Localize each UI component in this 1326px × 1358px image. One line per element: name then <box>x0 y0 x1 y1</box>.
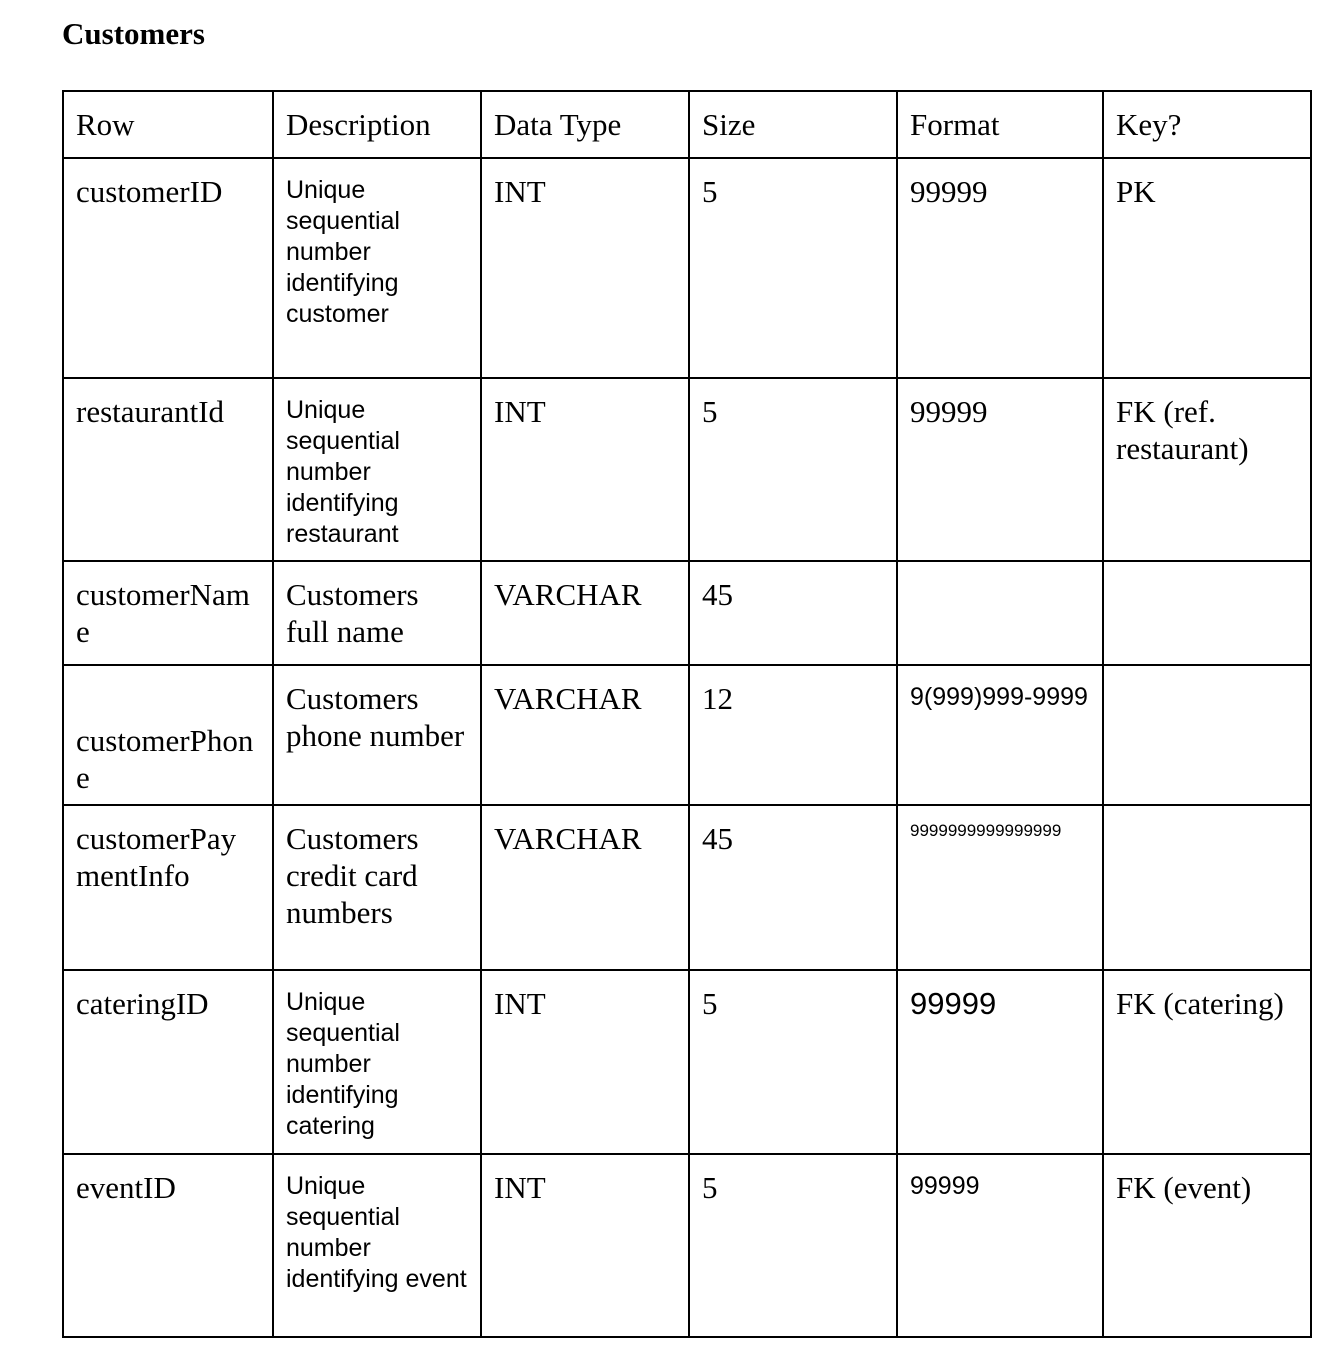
format-cell: 99999 <box>897 158 1103 378</box>
description-cell: Unique sequential number identifying event <box>273 1154 481 1337</box>
table-row <box>63 1154 1311 1337</box>
format-cell: 99999 <box>897 970 1103 1154</box>
key-cell: FK (event) <box>1103 1154 1311 1337</box>
description-cell: Unique sequential number identifying customer <box>273 158 481 378</box>
description-cell: Unique sequential number identifying catering <box>273 970 481 1154</box>
size-cell: 45 <box>689 561 897 665</box>
data-type-cell: INT <box>481 1154 689 1337</box>
size-cell: 5 <box>689 1154 897 1337</box>
table-row <box>63 378 1311 561</box>
table-row <box>63 805 1311 970</box>
data-type-cell: VARCHAR <box>481 561 689 665</box>
row-name-cell: restaurantId <box>63 378 273 561</box>
size-cell: 5 <box>689 378 897 561</box>
key-cell: FK (ref. restaurant) <box>1103 378 1311 561</box>
data-type-cell: INT <box>481 158 689 378</box>
format-cell: 99999 <box>897 378 1103 561</box>
column-header-row: Row <box>63 91 273 158</box>
table-row <box>63 561 1311 665</box>
table-row <box>63 970 1311 1154</box>
format-cell: 99999 <box>897 1154 1103 1337</box>
description-cell: Unique sequential number identifying restaurant <box>273 378 481 561</box>
format-cell: 9999999999999999 <box>897 805 1103 970</box>
column-header-key: Key? <box>1103 91 1311 158</box>
key-cell: PK <box>1103 158 1311 378</box>
column-header-format: Format <box>897 91 1103 158</box>
row-name-cell: eventID <box>63 1154 273 1337</box>
key-cell <box>1103 665 1311 805</box>
data-type-cell: VARCHAR <box>481 665 689 805</box>
key-cell: FK (catering) <box>1103 970 1311 1154</box>
format-cell <box>897 561 1103 665</box>
size-cell: 45 <box>689 805 897 970</box>
row-name-cell: customerPhone <box>63 665 273 805</box>
column-header-data-type: Data Type <box>481 91 689 158</box>
table-header-row <box>63 91 1311 158</box>
row-name-cell: customerID <box>63 158 273 378</box>
description-cell: Customers phone number <box>273 665 481 805</box>
size-cell: 5 <box>689 158 897 378</box>
description-cell: Customers full name <box>273 561 481 665</box>
table-row <box>63 665 1311 805</box>
data-type-cell: VARCHAR <box>481 805 689 970</box>
column-header-size: Size <box>689 91 897 158</box>
page-title: Customers <box>62 16 205 51</box>
table-row <box>63 158 1311 378</box>
size-cell: 12 <box>689 665 897 805</box>
data-type-cell: INT <box>481 378 689 561</box>
size-cell: 5 <box>689 970 897 1154</box>
customers-table <box>62 90 1312 1338</box>
row-name-cell: cateringID <box>63 970 273 1154</box>
key-cell <box>1103 805 1311 970</box>
row-name-cell: customerName <box>63 561 273 665</box>
data-type-cell: INT <box>481 970 689 1154</box>
description-cell: Customers credit card numbers <box>273 805 481 970</box>
format-cell: 9(999)999-9999 <box>897 665 1103 805</box>
row-name-cell: customerPaymentInfo <box>63 805 273 970</box>
column-header-description: Description <box>273 91 481 158</box>
key-cell <box>1103 561 1311 665</box>
